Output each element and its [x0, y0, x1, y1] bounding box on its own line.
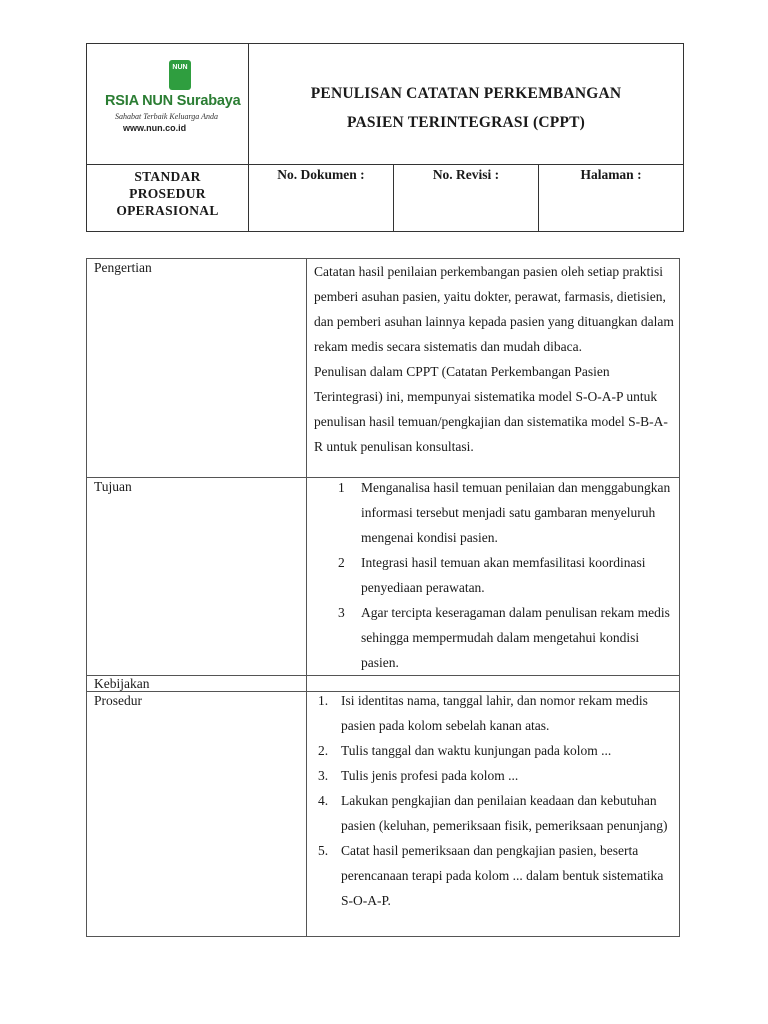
list-item: [314, 738, 675, 763]
document-header-table: [86, 43, 684, 232]
list-item-number: 1: [338, 480, 345, 495]
document-title-line1: PENULISAN CATATAN PERKEMBANGAN: [310, 85, 622, 102]
list-item: [314, 550, 675, 600]
list-item: [314, 475, 675, 550]
document-title-line2: PASIEN TERINTEGRASI (CPPT): [347, 114, 586, 131]
list-item-number: 5.: [318, 843, 329, 858]
sop-cell: [87, 164, 249, 231]
list-item-number: 1.: [318, 693, 329, 708]
section-label-pengertian: [87, 259, 307, 478]
logo-hospital-name: RSIA NUN Surabaya: [105, 93, 241, 109]
section-content-pengertian: [307, 259, 680, 478]
logo-website: www.nun.co.id: [123, 123, 187, 133]
logo-cell: [87, 44, 249, 165]
list-item-number: 2.: [318, 743, 329, 758]
list-item-text: Tulis jenis profesi pada kolom ...: [341, 768, 519, 783]
list-item-text: Integrasi hasil temuan akan memfasilitasi koordinasi penyediaan perawatan.: [361, 555, 646, 595]
document-title: [249, 79, 683, 137]
section-label-prosedur: [87, 692, 307, 937]
list-item: [314, 763, 675, 788]
definition-paragraph: Catatan hasil penilaian perkembangan pasien oleh setiap praktisi pemberi asuhan pasien, yaitu dokter, perawat, farmasis, dietisien, dan pemberi asuhan lainnya kepada pasien yang dituangkan dalam rekam medis secara sistematis dan mudah dibaca.: [314, 264, 674, 354]
list-item-text: Tulis tanggal dan waktu kunjungan pada kolom ...: [341, 743, 612, 758]
list-item-text: Catat hasil pemeriksaan dan pengkajian pasien, beserta perencanaan terapi pada kolom ... dalam bentuk sistematika S-O-A-P.: [341, 843, 664, 908]
page-label: Halaman :: [580, 166, 642, 182]
hospital-logo: [103, 60, 241, 140]
revision-cell: [394, 164, 539, 231]
sop-label-line2: PROSEDUR: [129, 185, 206, 201]
title-cell: [249, 44, 684, 165]
section-label-kebijakan: [87, 676, 307, 692]
list-item: [314, 688, 675, 738]
list-item-text: Agar tercipta keseragaman dalam penulisan rekam medis sehingga mempermudah dalam mengetahui kondisi pasien.: [361, 605, 670, 670]
list-item-text: Isi identitas nama, tanggal lahir, dan nomor rekam medis pasien pada kolom sebelah kanan atas.: [341, 693, 648, 733]
sop-label-line1: STANDAR: [134, 168, 201, 184]
list-item: [314, 600, 675, 675]
logo-badge-icon: [169, 60, 191, 90]
logo-badge-text: NUN: [172, 64, 188, 71]
list-item-number: 3: [338, 605, 345, 620]
list-item: [314, 788, 675, 838]
sop-content-table: [86, 258, 680, 937]
logo-tagline: Sahabat Terbaik Keluarga Anda: [115, 112, 219, 121]
sop-label: [87, 168, 248, 219]
row-tujuan: [87, 478, 680, 676]
definition-paragraph: Penulisan dalam CPPT (Catatan Perkembangan Pasien Terintegrasi) ini, mempunyai sistematika model S-O-A-P untuk penulisan hasil temuan/pengkajian dan sistematika model S-B-A-R untuk penulisan konsultasi.: [314, 364, 668, 454]
doc-number-label: No. Dokumen :: [277, 166, 365, 182]
list-item: [314, 838, 675, 913]
row-prosedur: [87, 692, 680, 937]
section-content-prosedur: [307, 692, 680, 937]
section-label-text: Prosedur: [94, 693, 142, 708]
section-content-tujuan: [307, 478, 680, 676]
section-label-text: Pengertian: [94, 260, 152, 275]
objectives-list: [314, 475, 675, 675]
list-item-text: Lakukan pengkajian dan penilaian keadaan dan kebutuhan pasien (keluhan, pemeriksaan fisik, pemeriksaan penunjang): [341, 793, 668, 833]
section-label-tujuan: [87, 478, 307, 676]
page-cell: [539, 164, 684, 231]
list-item-number: 3.: [318, 768, 329, 783]
list-item-number: 2: [338, 555, 345, 570]
sop-label-line3: OPERASIONAL: [116, 202, 219, 218]
list-item-text: Menganalisa hasil temuan penilaian dan menggabungkan informasi tersebut menjadi satu gambaran menyeluruh mengenai kondisi pasien.: [361, 480, 671, 545]
procedure-list: [314, 688, 675, 913]
list-item-number: 4.: [318, 793, 329, 808]
doc-number-cell: [249, 164, 394, 231]
row-pengertian: [87, 259, 680, 478]
section-label-text: Tujuan: [94, 479, 132, 494]
revision-label: No. Revisi :: [432, 166, 500, 182]
section-label-text: Kebijakan: [94, 676, 150, 691]
